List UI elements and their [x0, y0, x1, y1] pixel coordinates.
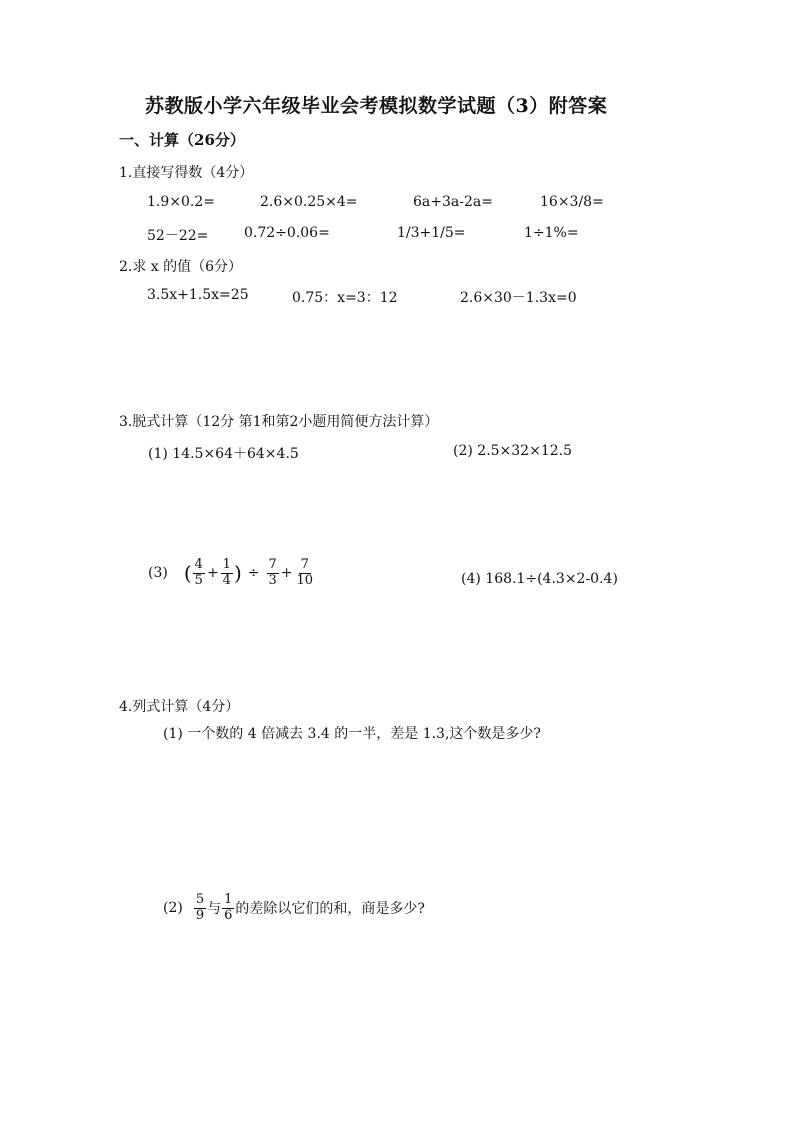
q3-part-3	[148, 558, 316, 589]
fraction-numerator: 7	[268, 557, 277, 572]
fraction	[194, 893, 206, 924]
fraction	[267, 558, 279, 589]
q1-item: 2.6×0.25×4=	[260, 194, 358, 210]
q4-part-1: (1) 一个数的 4 倍减去 3.4 的一半，差是 1.3,这个数是多少?	[163, 726, 541, 742]
fraction	[222, 893, 234, 924]
fraction-denominator: 6	[224, 907, 233, 923]
q4-part-2-connector: 与	[207, 901, 222, 918]
q1-item: 1÷1%=	[524, 225, 579, 241]
q3-part-2: (2) 2.5×32×12.5	[453, 443, 572, 459]
left-paren: (	[183, 561, 192, 586]
question-2-heading: 2.求 x 的值（6分）	[119, 259, 243, 275]
fraction-numerator: 1	[224, 892, 233, 907]
q3-part-3-label: (3)	[148, 565, 168, 582]
q3-part-1: (1) 14.5×64＋64×4.5	[148, 446, 299, 462]
q1-item: 1/3+1/5=	[397, 225, 466, 241]
q4-part-2-label: (2)	[163, 900, 183, 917]
q2-item: 0.75：x=3：12	[292, 290, 398, 306]
q1-item: 0.72÷0.06=	[244, 225, 330, 241]
divide-sign: ÷	[247, 565, 260, 582]
question-1-heading: 1.直接写得数（4分）	[119, 165, 254, 181]
q2-item: 2.6×30－1.3x=0	[460, 290, 577, 306]
q1-item: 1.9×0.2=	[147, 194, 215, 210]
fraction-denominator: 3	[268, 572, 277, 588]
page-title: 苏教版小学六年级毕业会考模拟数学试题（3）附答案	[145, 95, 608, 117]
fraction	[221, 558, 233, 589]
q4-part-2	[163, 893, 425, 924]
fraction-denominator: 5	[194, 572, 203, 588]
q1-item: 6a+3a-2a=	[413, 194, 493, 210]
fraction	[295, 558, 316, 589]
question-4-heading: 4.列式计算（4分）	[119, 699, 240, 715]
plus-sign: +	[206, 565, 219, 582]
question-3-heading: 3.脱式计算（12分 第1和第2小题用简便方法计算）	[119, 414, 439, 430]
q1-item: 52－22=	[147, 228, 209, 244]
fraction	[193, 558, 205, 589]
q4-part-2-text: 的差除以它们的和，商是多少?	[235, 901, 425, 918]
fraction-numerator: 1	[222, 557, 231, 572]
fraction-denominator: 9	[195, 907, 205, 923]
q1-item: 16×3/8=	[540, 194, 604, 210]
plus-sign: +	[280, 565, 293, 582]
fraction-denominator: 10	[296, 572, 314, 588]
fraction-numerator: 4	[194, 557, 203, 572]
fraction-numerator: 5	[195, 892, 205, 907]
q3-part-4: (4) 168.1÷(4.3×2-0.4)	[461, 571, 618, 587]
right-paren: )	[233, 561, 242, 586]
section-heading: 一、计算（26分）	[119, 131, 245, 149]
fraction-denominator: 4	[222, 572, 231, 588]
q2-item: 3.5x+1.5x=25	[147, 287, 249, 303]
fraction-numerator: 7	[300, 557, 309, 572]
